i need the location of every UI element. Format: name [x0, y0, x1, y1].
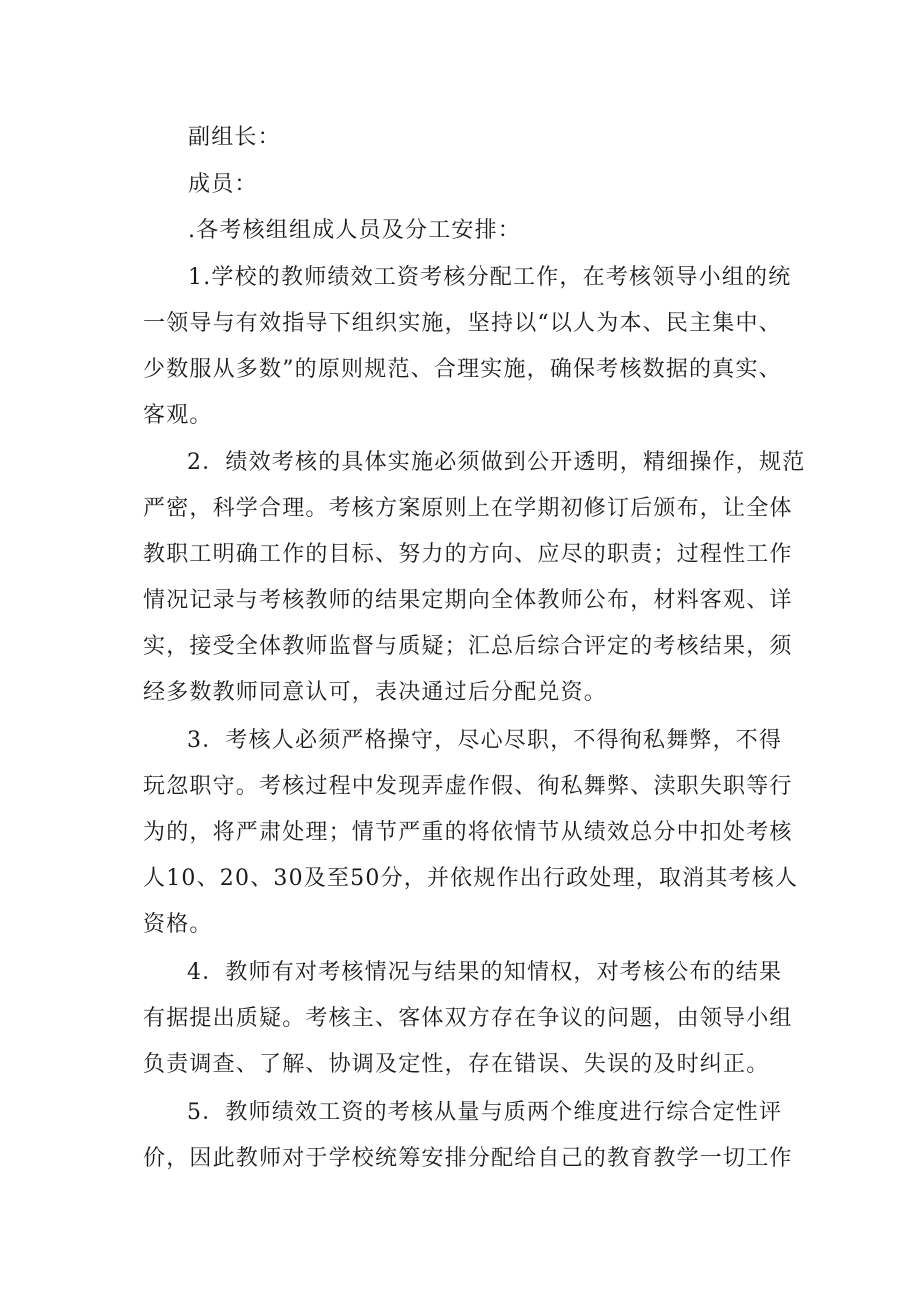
paragraph-4-line-3: 负责调查、了解、协调及定性，存在错误、失误的及时纠正。 [143, 1052, 770, 1077]
paragraph-2-line-2: 严密，科学合理。考核方案原则上在学期初修订后颁布，让全体 [143, 496, 793, 521]
paragraph-1-line-2: 一领导与有效指导下组织实施，坚持以“以人为本、民主集中、 [143, 311, 782, 336]
paragraph-2-line-5: 实，接受全体教师监督与质疑；汇总后综合评定的考核结果，须 [143, 634, 793, 659]
vice-leader-line: 副组长： [188, 125, 281, 150]
paragraph-1-line-4: 客观。 [143, 403, 213, 428]
paragraph-3-line-4: 人10、20、30及至50分，并依规作出行政处理，取消其考核人 [143, 866, 799, 891]
paragraph-3-line-5: 资格。 [143, 912, 213, 937]
members-line: 成员： [188, 172, 258, 197]
paragraph-4-line-2: 有据提出质疑。考核主、客体双方存在争议的问题，由领导小组 [143, 1006, 793, 1031]
paragraph-1-line-1: 1.学校的教师绩效工资考核分配工作，在考核领导小组的统 [188, 265, 792, 290]
paragraph-1-line-3: 少数服从多数”的原则规范、合理实施，确保考核数据的真实、 [143, 357, 782, 382]
paragraph-2-line-1: 2．绩效考核的具体实施必须做到公开透明，精细操作，规范 [187, 450, 806, 475]
paragraph-5-line-2: 价，因此教师对于学校统筹安排分配给自己的教育教学一切工作 [143, 1146, 793, 1171]
paragraph-3-line-1: 3．考核人必须严格操守，尽心尽职，不得徇私舞弊，不得 [187, 728, 783, 753]
paragraph-3-line-3: 为的，将严肃处理；情节严重的将依情节从绩效总分中扣处考核 [143, 820, 793, 845]
paragraph-4-line-1: 4．教师有对考核情况与结果的知情权，对考核公布的结果 [187, 960, 783, 985]
paragraph-2-line-3: 教职工明确工作的目标、努力的方向、应尽的职责；过程性工作 [143, 542, 793, 567]
paragraph-3-line-2: 玩忽职守。考核过程中发现弄虚作假、徇私舞弊、渎职失职等行 [143, 774, 793, 799]
section-heading: .各考核组组成人员及分工安排： [188, 218, 521, 243]
paragraph-2-line-6: 经多数教师同意认可，表决通过后分配兑资。 [143, 680, 608, 705]
paragraph-2-line-4: 情况记录与考核教师的结果定期向全体教师公布，材料客观、详 [143, 588, 793, 613]
paragraph-5-line-1: 5．教师绩效工资的考核从量与质两个维度进行综合定性评 [187, 1100, 783, 1125]
